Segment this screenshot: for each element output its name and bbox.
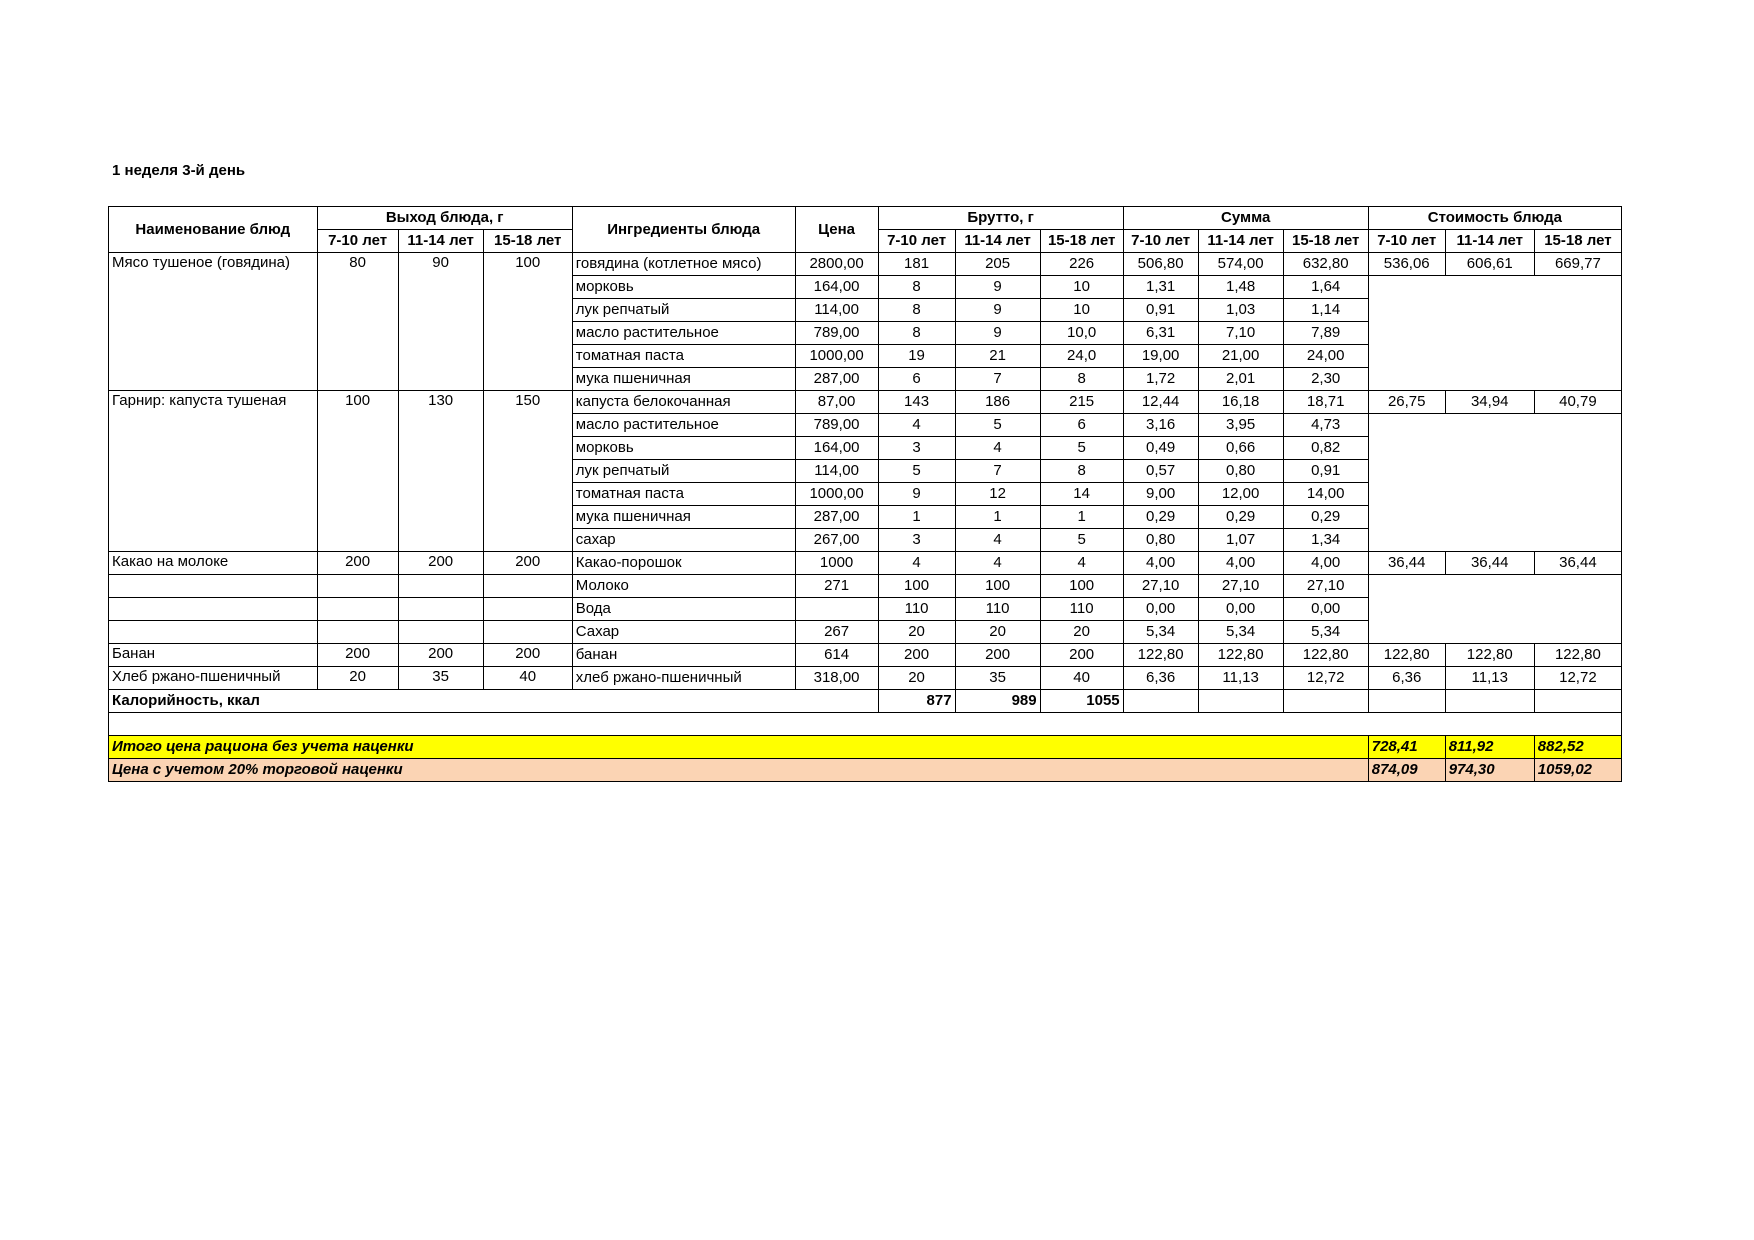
ingredient-sum: 574,00 — [1198, 253, 1283, 276]
ingredient-price: 2800,00 — [795, 253, 878, 276]
dish-output: 100 — [483, 253, 572, 391]
ingredient-name: банан — [572, 644, 795, 667]
ingredient-brutto: 100 — [1040, 575, 1123, 598]
ingredient-price: 267 — [795, 621, 878, 644]
ingredient-brutto: 20 — [1040, 621, 1123, 644]
ingredient-sum: 0,91 — [1283, 460, 1368, 483]
ingredient-sum: 27,10 — [1198, 575, 1283, 598]
empty-cell — [483, 598, 572, 621]
ingredient-price: 1000 — [795, 552, 878, 575]
dish-output: 200 — [483, 552, 572, 575]
dish-cost: 122,80 — [1534, 644, 1621, 667]
empty-cell — [1283, 690, 1368, 713]
empty-cell — [317, 621, 398, 644]
ingredient-brutto: 9 — [955, 299, 1040, 322]
ingredient-brutto: 4 — [1040, 552, 1123, 575]
ingredient-sum: 0,29 — [1198, 506, 1283, 529]
table-row — [109, 552, 1622, 575]
ingredient-sum: 5,34 — [1283, 621, 1368, 644]
ingredient-sum: 4,00 — [1283, 552, 1368, 575]
dish-cost: 34,94 — [1445, 391, 1534, 414]
ingredient-price: 789,00 — [795, 322, 878, 345]
empty-cell — [317, 575, 398, 598]
dish-output: 35 — [398, 667, 483, 690]
header-cost: Стоимость блюда — [1368, 207, 1621, 230]
ingredient-brutto: 200 — [1040, 644, 1123, 667]
calories-value: 989 — [955, 690, 1040, 713]
table-body — [109, 253, 1622, 782]
ingredient-sum: 0,00 — [1123, 598, 1198, 621]
ingredient-name: Молоко — [572, 575, 795, 598]
header-dish-name: Наименование блюд — [109, 207, 318, 253]
ingredient-brutto: 10 — [1040, 299, 1123, 322]
ingredient-brutto: 35 — [955, 667, 1040, 690]
ingredient-price: 1000,00 — [795, 483, 878, 506]
empty-cell — [317, 598, 398, 621]
ingredient-sum: 12,72 — [1283, 667, 1368, 690]
ingredient-name: масло растительное — [572, 322, 795, 345]
empty-cell — [483, 621, 572, 644]
ingredient-brutto: 110 — [1040, 598, 1123, 621]
ingredient-sum: 0,66 — [1198, 437, 1283, 460]
ingredient-sum: 21,00 — [1198, 345, 1283, 368]
empty-cell — [398, 598, 483, 621]
header-age: 15-18 лет — [1283, 230, 1368, 253]
ingredient-brutto: 215 — [1040, 391, 1123, 414]
dish-cost: 122,80 — [1368, 644, 1445, 667]
ingredient-brutto: 10 — [1040, 276, 1123, 299]
ingredient-brutto: 9 — [955, 276, 1040, 299]
ingredient-sum: 1,64 — [1283, 276, 1368, 299]
ingredient-brutto: 8 — [878, 299, 955, 322]
empty-cell — [1368, 690, 1445, 713]
ingredient-price: 271 — [795, 575, 878, 598]
table-header — [109, 207, 1622, 253]
ingredient-brutto: 21 — [955, 345, 1040, 368]
dish-output: 20 — [317, 667, 398, 690]
ingredient-price: 114,00 — [795, 460, 878, 483]
ingredient-sum: 7,89 — [1283, 322, 1368, 345]
ingredient-brutto: 143 — [878, 391, 955, 414]
ingredient-sum: 16,18 — [1198, 391, 1283, 414]
ingredient-sum: 3,95 — [1198, 414, 1283, 437]
ingredient-brutto: 5 — [955, 414, 1040, 437]
table-row — [109, 644, 1622, 667]
ingredient-sum: 1,31 — [1123, 276, 1198, 299]
ingredient-sum: 14,00 — [1283, 483, 1368, 506]
ingredient-sum: 3,16 — [1123, 414, 1198, 437]
header-brutto: Брутто, г — [878, 207, 1123, 230]
ingredient-sum: 12,00 — [1198, 483, 1283, 506]
ingredient-sum: 4,00 — [1198, 552, 1283, 575]
ingredient-brutto: 100 — [955, 575, 1040, 598]
ingredient-sum: 0,80 — [1198, 460, 1283, 483]
table-row — [109, 391, 1622, 414]
ingredient-brutto: 5 — [1040, 529, 1123, 552]
dish-output: 40 — [483, 667, 572, 690]
ingredient-brutto: 6 — [878, 368, 955, 391]
table-row — [109, 253, 1622, 276]
ingredient-sum: 0,57 — [1123, 460, 1198, 483]
dish-cost: 12,72 — [1534, 667, 1621, 690]
dish-name: Хлеб ржано-пшеничный — [109, 667, 318, 690]
ingredient-sum: 0,00 — [1198, 598, 1283, 621]
empty-cell — [109, 713, 1622, 736]
ingredient-brutto: 110 — [878, 598, 955, 621]
dish-name: Гарнир: капуста тушеная — [109, 391, 318, 552]
total-value: 874,09 — [1368, 759, 1445, 782]
total-row-no-markup — [109, 736, 1622, 759]
ingredient-name: Сахар — [572, 621, 795, 644]
ingredient-brutto: 20 — [878, 621, 955, 644]
ingredient-sum: 2,30 — [1283, 368, 1368, 391]
ingredient-name: томатная паста — [572, 483, 795, 506]
header-age: 7-10 лет — [1123, 230, 1198, 253]
ingredient-name: мука пшеничная — [572, 368, 795, 391]
dish-output: 200 — [398, 552, 483, 575]
header-age: 7-10 лет — [878, 230, 955, 253]
ingredient-brutto: 12 — [955, 483, 1040, 506]
dish-cost: 669,77 — [1534, 253, 1621, 276]
empty-cell — [398, 575, 483, 598]
dish-name: Какао на молоке — [109, 552, 318, 575]
dish-output: 150 — [483, 391, 572, 552]
empty-cell — [109, 575, 318, 598]
ingredient-brutto: 8 — [1040, 368, 1123, 391]
ingredient-price: 87,00 — [795, 391, 878, 414]
empty-cell — [1368, 276, 1621, 391]
ingredient-sum: 5,34 — [1123, 621, 1198, 644]
ingredient-sum: 6,31 — [1123, 322, 1198, 345]
empty-cell — [109, 598, 318, 621]
ingredient-sum: 6,36 — [1123, 667, 1198, 690]
empty-cell — [1368, 414, 1621, 552]
header-age: 11-14 лет — [1198, 230, 1283, 253]
dish-output: 200 — [398, 644, 483, 667]
ingredient-name: говядина (котлетное мясо) — [572, 253, 795, 276]
ingredient-brutto: 8 — [1040, 460, 1123, 483]
ingredient-name: сахар — [572, 529, 795, 552]
ingredient-brutto: 9 — [955, 322, 1040, 345]
dish-cost: 26,75 — [1368, 391, 1445, 414]
header-age: 15-18 лет — [1040, 230, 1123, 253]
ingredient-sum: 0,49 — [1123, 437, 1198, 460]
ingredient-sum: 1,07 — [1198, 529, 1283, 552]
ingredient-sum: 4,00 — [1123, 552, 1198, 575]
ingredient-brutto: 40 — [1040, 667, 1123, 690]
ingredient-sum: 24,00 — [1283, 345, 1368, 368]
dish-cost: 122,80 — [1445, 644, 1534, 667]
dish-output: 200 — [317, 552, 398, 575]
ingredient-sum: 5,34 — [1198, 621, 1283, 644]
ingredient-brutto: 4 — [955, 552, 1040, 575]
total-value: 882,52 — [1534, 736, 1621, 759]
calories-row — [109, 690, 1622, 713]
ingredient-sum: 0,80 — [1123, 529, 1198, 552]
ingredient-sum: 2,01 — [1198, 368, 1283, 391]
ingredient-sum: 0,29 — [1283, 506, 1368, 529]
dish-output: 200 — [317, 644, 398, 667]
ingredient-brutto: 205 — [955, 253, 1040, 276]
ingredient-brutto: 3 — [878, 529, 955, 552]
ingredient-name: капуста белокочанная — [572, 391, 795, 414]
header-price: Цена — [795, 207, 878, 253]
dish-cost: 11,13 — [1445, 667, 1534, 690]
ingredient-brutto: 181 — [878, 253, 955, 276]
ingredient-sum: 122,80 — [1198, 644, 1283, 667]
ingredient-sum: 27,10 — [1123, 575, 1198, 598]
dish-output: 80 — [317, 253, 398, 391]
dish-name: Банан — [109, 644, 318, 667]
ingredient-brutto: 5 — [1040, 437, 1123, 460]
empty-cell — [109, 621, 318, 644]
empty-cell — [1445, 690, 1534, 713]
ingredient-brutto: 226 — [1040, 253, 1123, 276]
ingredient-brutto: 7 — [955, 460, 1040, 483]
dish-output: 90 — [398, 253, 483, 391]
ingredient-sum: 122,80 — [1283, 644, 1368, 667]
table-row — [109, 667, 1622, 690]
ingredient-sum: 1,14 — [1283, 299, 1368, 322]
dish-cost: 36,44 — [1368, 552, 1445, 575]
ingredient-price: 318,00 — [795, 667, 878, 690]
header-age: 7-10 лет — [317, 230, 398, 253]
header-age: 11-14 лет — [1445, 230, 1534, 253]
ingredient-sum: 0,00 — [1283, 598, 1368, 621]
dish-cost: 606,61 — [1445, 253, 1534, 276]
page-title: 1 неделя 3-й день — [112, 162, 246, 179]
ingredient-price: 789,00 — [795, 414, 878, 437]
empty-cell — [1123, 690, 1198, 713]
header-sum: Сумма — [1123, 207, 1368, 230]
ingredient-sum: 11,13 — [1198, 667, 1283, 690]
ingredient-name: лук репчатый — [572, 460, 795, 483]
ingredient-brutto: 200 — [955, 644, 1040, 667]
ingredient-sum: 0,91 — [1123, 299, 1198, 322]
ingredient-brutto: 8 — [878, 276, 955, 299]
dish-cost: 36,44 — [1445, 552, 1534, 575]
ingredient-price: 1000,00 — [795, 345, 878, 368]
header-ingredients: Ингредиенты блюда — [572, 207, 795, 253]
ingredient-brutto: 100 — [878, 575, 955, 598]
calories-label: Калорийность, ккал — [109, 690, 879, 713]
dish-cost: 536,06 — [1368, 253, 1445, 276]
dish-cost: 6,36 — [1368, 667, 1445, 690]
ingredient-sum: 1,03 — [1198, 299, 1283, 322]
spacer-row — [109, 713, 1622, 736]
ingredient-brutto: 9 — [878, 483, 955, 506]
ingredient-brutto: 4 — [878, 552, 955, 575]
ingredient-brutto: 1 — [1040, 506, 1123, 529]
dish-output: 130 — [398, 391, 483, 552]
ingredient-name: лук репчатый — [572, 299, 795, 322]
ingredient-sum: 18,71 — [1283, 391, 1368, 414]
ingredient-name: Какао-порошок — [572, 552, 795, 575]
dish-output: 200 — [483, 644, 572, 667]
ingredient-price: 164,00 — [795, 437, 878, 460]
ingredient-brutto: 5 — [878, 460, 955, 483]
header-age: 11-14 лет — [398, 230, 483, 253]
ingredient-brutto: 4 — [878, 414, 955, 437]
ingredient-brutto: 6 — [1040, 414, 1123, 437]
empty-cell — [398, 621, 483, 644]
ingredient-brutto: 1 — [955, 506, 1040, 529]
empty-cell — [483, 575, 572, 598]
ingredient-price: 267,00 — [795, 529, 878, 552]
dish-output: 100 — [317, 391, 398, 552]
ingredient-price: 114,00 — [795, 299, 878, 322]
ingredient-brutto: 3 — [878, 437, 955, 460]
dish-cost: 36,44 — [1534, 552, 1621, 575]
ingredient-sum: 122,80 — [1123, 644, 1198, 667]
ingredient-brutto: 14 — [1040, 483, 1123, 506]
ingredient-brutto: 7 — [955, 368, 1040, 391]
header-age: 15-18 лет — [483, 230, 572, 253]
ingredient-sum: 506,80 — [1123, 253, 1198, 276]
calories-value: 877 — [878, 690, 955, 713]
ingredient-name: томатная паста — [572, 345, 795, 368]
ingredient-name: хлеб ржано-пшеничный — [572, 667, 795, 690]
ingredient-sum: 4,73 — [1283, 414, 1368, 437]
ingredient-name: морковь — [572, 437, 795, 460]
ingredient-name: мука пшеничная — [572, 506, 795, 529]
ingredient-brutto: 8 — [878, 322, 955, 345]
ingredient-brutto: 24,0 — [1040, 345, 1123, 368]
ingredient-sum: 1,34 — [1283, 529, 1368, 552]
total-label: Цена с учетом 20% торговой наценки — [109, 759, 1369, 782]
total-value: 974,30 — [1445, 759, 1534, 782]
total-row-with-markup — [109, 759, 1622, 782]
ingredient-brutto: 4 — [955, 437, 1040, 460]
total-value: 728,41 — [1368, 736, 1445, 759]
dish-cost: 40,79 — [1534, 391, 1621, 414]
ingredient-sum: 1,72 — [1123, 368, 1198, 391]
ingredient-brutto: 1 — [878, 506, 955, 529]
ingredient-brutto: 186 — [955, 391, 1040, 414]
header-age: 11-14 лет — [955, 230, 1040, 253]
menu-table — [108, 206, 1622, 782]
header-age: 7-10 лет — [1368, 230, 1445, 253]
ingredient-brutto: 20 — [878, 667, 955, 690]
ingredient-name: морковь — [572, 276, 795, 299]
ingredient-price: 287,00 — [795, 368, 878, 391]
ingredient-brutto: 200 — [878, 644, 955, 667]
empty-cell — [1534, 690, 1621, 713]
total-value: 811,92 — [1445, 736, 1534, 759]
ingredient-price — [795, 598, 878, 621]
header-output: Выход блюда, г — [317, 207, 572, 230]
total-value: 1059,02 — [1534, 759, 1621, 782]
ingredient-sum: 19,00 — [1123, 345, 1198, 368]
ingredient-sum: 9,00 — [1123, 483, 1198, 506]
header-age: 15-18 лет — [1534, 230, 1621, 253]
ingredient-sum: 12,44 — [1123, 391, 1198, 414]
dish-name: Мясо тушеное (говядина) — [109, 253, 318, 391]
table-row — [109, 575, 1622, 598]
ingredient-price: 614 — [795, 644, 878, 667]
ingredient-price: 164,00 — [795, 276, 878, 299]
ingredient-sum: 0,82 — [1283, 437, 1368, 460]
empty-cell — [1198, 690, 1283, 713]
calories-value: 1055 — [1040, 690, 1123, 713]
ingredient-sum: 1,48 — [1198, 276, 1283, 299]
ingredient-brutto: 10,0 — [1040, 322, 1123, 345]
ingredient-brutto: 19 — [878, 345, 955, 368]
empty-cell — [1368, 575, 1621, 644]
ingredient-name: масло растительное — [572, 414, 795, 437]
ingredient-sum: 0,29 — [1123, 506, 1198, 529]
ingredient-brutto: 20 — [955, 621, 1040, 644]
ingredient-sum: 632,80 — [1283, 253, 1368, 276]
total-label: Итого цена рациона без учета наценки — [109, 736, 1369, 759]
ingredient-sum: 7,10 — [1198, 322, 1283, 345]
ingredient-brutto: 4 — [955, 529, 1040, 552]
ingredient-brutto: 110 — [955, 598, 1040, 621]
ingredient-sum: 27,10 — [1283, 575, 1368, 598]
ingredient-name: Вода — [572, 598, 795, 621]
ingredient-price: 287,00 — [795, 506, 878, 529]
